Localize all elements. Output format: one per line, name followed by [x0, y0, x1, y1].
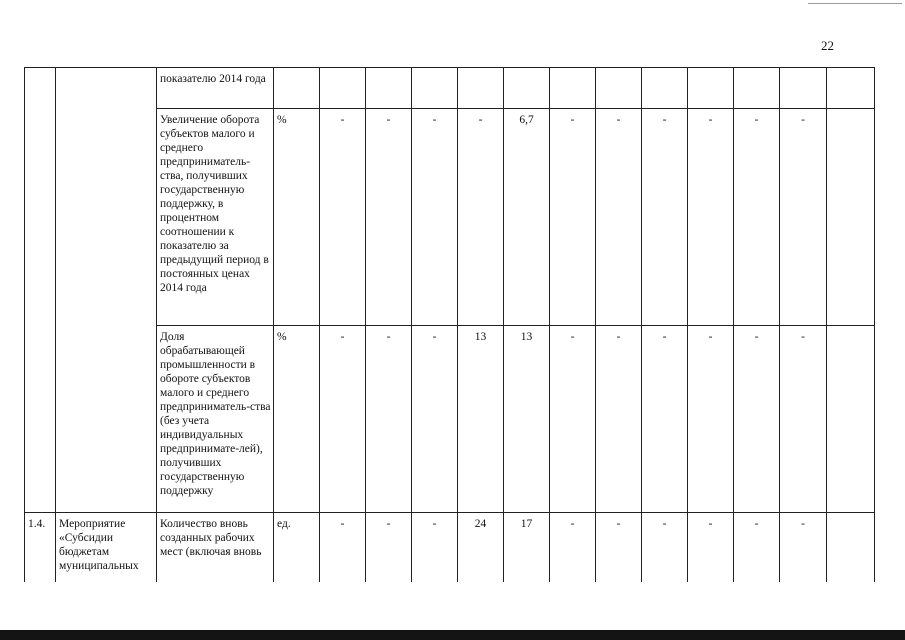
cell-value: -	[550, 326, 596, 513]
cell-value: -	[366, 513, 412, 582]
cell-value: -	[780, 109, 827, 326]
cell-value: -	[780, 326, 827, 513]
cell-indicator: Увеличение оборота субъектов малого и среднего предприниматель-ства, получивших государственную поддержку, в процентном соотношении к показателю за предыдущий период в постоянных ценах 2014 года	[157, 109, 274, 326]
cell-value: -	[412, 326, 458, 513]
cell-number: 1.4.	[25, 513, 56, 582]
cell-value: -	[642, 326, 688, 513]
scan-edge-bar	[0, 630, 905, 640]
cell-value: 6,7	[504, 109, 550, 326]
cell-event	[56, 68, 157, 513]
cell-value: -	[688, 513, 734, 582]
table-row	[25, 68, 875, 109]
cell-value: -	[642, 513, 688, 582]
cell-value: -	[458, 109, 504, 326]
cell-indicator: Количество вновь созданных рабочих мест (включая вновь	[157, 513, 274, 582]
cell-indicator: показателю 2014 года	[157, 68, 274, 109]
cell-event: Мероприятие «Субсидии бюджетам муниципальных	[56, 513, 157, 582]
cell-value	[458, 68, 504, 109]
cell-unit	[274, 68, 320, 109]
top-edge-rule	[808, 3, 902, 4]
indicators-table	[24, 67, 875, 582]
cell-unit: %	[274, 109, 320, 326]
cell-value: -	[412, 109, 458, 326]
cell-value: -	[320, 109, 366, 326]
cell-value	[596, 68, 642, 109]
cell-value: -	[550, 109, 596, 326]
cell-value	[734, 68, 780, 109]
cell-unit: %	[274, 326, 320, 513]
cell-value: -	[596, 109, 642, 326]
cell-number	[25, 68, 56, 513]
cell-value: -	[734, 513, 780, 582]
cell-value	[827, 326, 875, 513]
cell-value: -	[688, 326, 734, 513]
table-row	[25, 513, 875, 582]
cell-value	[827, 513, 875, 582]
page-number: 22	[821, 38, 834, 53]
cell-value	[642, 68, 688, 109]
cell-value: 13	[458, 326, 504, 513]
cell-value: -	[596, 326, 642, 513]
cell-value: -	[366, 326, 412, 513]
cell-value	[550, 68, 596, 109]
cell-value: -	[550, 513, 596, 582]
cell-value	[320, 68, 366, 109]
cell-value: -	[734, 109, 780, 326]
cell-value: -	[412, 513, 458, 582]
cell-value: 17	[504, 513, 550, 582]
cell-value	[412, 68, 458, 109]
cell-value	[827, 68, 875, 109]
cell-unit: ед.	[274, 513, 320, 582]
cell-value	[827, 109, 875, 326]
cell-value	[504, 68, 550, 109]
cell-value: -	[320, 513, 366, 582]
cell-value	[780, 68, 827, 109]
cell-value	[688, 68, 734, 109]
cell-value: -	[366, 109, 412, 326]
cell-value: -	[780, 513, 827, 582]
cell-value: -	[642, 109, 688, 326]
cell-value	[366, 68, 412, 109]
cell-value: 13	[504, 326, 550, 513]
cell-value: -	[596, 513, 642, 582]
cell-value: -	[734, 326, 780, 513]
cell-value: -	[688, 109, 734, 326]
cell-indicator: Доля обрабатывающей промышленности в обороте субъектов малого и среднего предприниматель-ства (без учета индивидуальных предпринимате-лей), получивших государственную поддержку	[157, 326, 274, 513]
cell-value: 24	[458, 513, 504, 582]
cell-value: -	[320, 326, 366, 513]
